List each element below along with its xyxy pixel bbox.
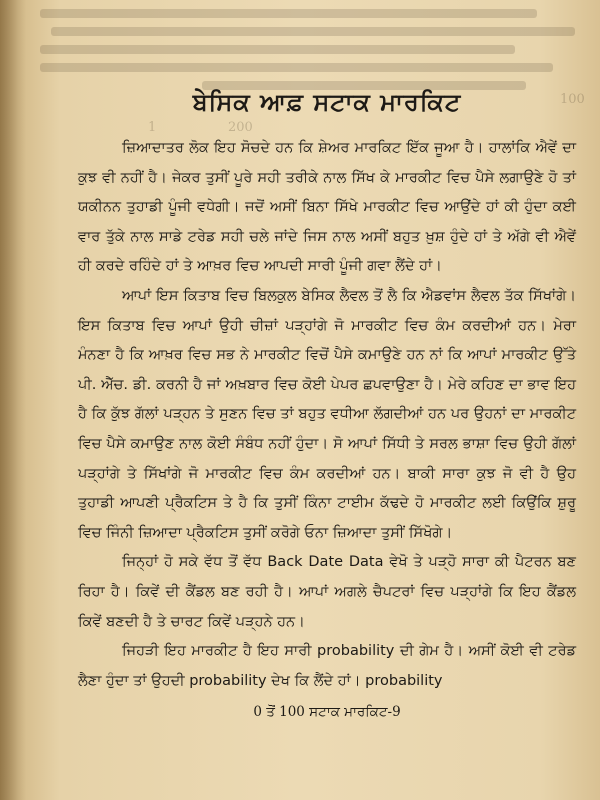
page-footer: 0 ਤੋਂ 100 ਸਟਾਕ ਮਾਰਕਿਟ-9 — [253, 704, 401, 721]
paragraph: ਜਿਨ੍ਹਾਂ ਹੋ ਸਕੇ ਵੱਧ ਤੋਂ ਵੱਧ Back Date Data ਵੇਖੋ ਤੇ ਪੜ੍ਹੋ ਸਾਰਾ ਕੀ ਪੈਟਰਨ ਬਣ ਰਿਹਾ ਹੈ। ਕਿਵੇਂ ਦੀ ਕੈਂਡਲ ਬਣ ਰਹੀ ਹੈ। ਆਪਾਂ ਅਗਲੇ ਚੈਪਟਰਾਂ ਵਿਚ ਪੜ੍ਹਾਂਗੇ ਕਿ ਇਹ ਕੈਂਡਲ ਕਿਵੇਂ ਬਣਦੀ ਹੈ ਤੇ ਚਾਰਟ ਕਿਵੇਂ ਪੜ੍ਹਨੇ ਹਨ। — [78, 554, 576, 630]
paragraph: ਆਪਾਂ ਇਸ ਕਿਤਾਬ ਵਿਚ ਬਿਲਕੁਲ ਬੇਸਿਕ ਲੈਵਲ ਤੋਂ ਲੈ ਕਿ ਐਡਵਾਂਸ ਲੈਵਲ ਤੱਕ ਸਿੱਖਾਂਗੇ। ਇਸ ਕਿਤਾਬ ਵਿਚ ਆਪਾਂ ਉਹੀ ਚੀਜ਼ਾਂ ਪੜ੍ਹਾਂਗੇ ਜੋ ਮਾਰਕੀਟ ਵਿਚ ਕੰਮ ਕਰਦੀਆਂ ਹਨ। ਮੇਰਾ ਮੰਨਣਾ ਹੈ ਕਿ ਆਖ਼ਰ ਵਿਚ ਸਭ ਨੇ ਮਾਰਕੀਟ ਵਿਚੋਂ ਪੈਸੇ ਕਮਾਉਣੇ ਹਨ ਨਾਂ ਕਿ ਆਪਾਂ ਮਾਰਕੀਟ ਉੱਤੇ ਪੀ. ਐੱਚ. ਡੀ. ਕਰਨੀ ਹੈ ਜਾਂ ਅਖ਼ਬਾਰ ਵਿਚ ਕੋਈ ਪੇਪਰ ਛਪਵਾਉਣਾ ਹੈ। ਮੇਰੇ ਕਹਿਣ ਦਾ ਭਾਵ ਇਹ ਹੈ ਕਿ ਕੁੱਝ ਗੱਲਾਂ ਪੜ੍ਹਨ ਤੇ ਸੁਣਨ ਵਿਚ ਤਾਂ ਬਹੁਤ ਵਧੀਆ ਲੱਗਦੀਆਂ ਹਨ ਪਰ ਉਹਨਾਂ ਦਾ ਮਾਰਕੀਟ ਵਿਚ ਪੈਸੇ ਕਮਾਉਣ ਨਾਲ ਕੋਈ ਸੰਬੰਧ ਨਹੀਂ ਹੁੰਦਾ। ਸੋ ਆਪਾਂ ਸਿੱਧੀ ਤੇ ਸਰਲ ਭਾਸ਼ਾ ਵਿਚ ਉਹੀ ਗੱਲਾਂ ਪੜ੍ਹਾਂਗੇ ਤੇ ਸਿੱਖਾਂਗੇ ਜੋ ਮਾਰਕੀਟ ਵਿਚ ਕੰਮ ਕਰਦੀਆਂ ਹਨ। ਬਾਕੀ ਸਾਰਾ ਕੁਝ ਜੋ ਵੀ ਹੈ ਉਹ ਤੁਹਾਡੀ ਆਪਣੀ ਪ੍ਰੈਕਟਿਸ ਤੇ ਹੈ ਕਿ ਤੁਸੀਂ ਕਿੰਨਾ ਟਾਈਮ ਕੱਢਦੇ ਹੋ ਮਾਰਕੀਟ ਲਈ ਕਿਉਂਕਿ ਸ਼ੁਰੂ ਵਿਚ ਜਿੰਨੀ ਜ਼ਿਆਦਾ ਪ੍ਰੈਕਟਿਸ ਤੁਸੀਂ ਕਰੋਗੇ ਓਨਾ ਜ਼ਿਆਦਾ ਤੁਸੀਂ ਸਿੱਖੋਗੇ। — [78, 287, 576, 541]
bleed-through-number: 100 — [560, 92, 585, 107]
book-gutter-shadow — [0, 0, 26, 800]
bleed-through-number: 200 — [228, 120, 253, 135]
page-title: ਬੇਸਿਕ ਆਫ਼ ਸਟਾਕ ਮਾਰਕਿਟ — [192, 88, 462, 116]
paragraph: ਜਿਹੜੀ ਇਹ ਮਾਰਕੀਟ ਹੈ ਇਹ ਸਾਰੀ probability ਦੀ ਗੇਮ ਹੈ। ਅਸੀਂ ਕੋਈ ਵੀ ਟਰੇਡ ਲੈਣਾ ਹੁੰਦਾ ਤਾਂ ਉਹਦੀ probability ਦੇਖ ਕਿ ਲੈਂਦੇ ਹਾਂ। probability — [78, 643, 576, 689]
book-page — [78, 88, 576, 720]
paragraph: ਜ਼ਿਆਦਾਤਰ ਲੋਕ ਇਹ ਸੋਚਦੇ ਹਨ ਕਿ ਸ਼ੇਅਰ ਮਾਰਕਿਟ ਇੱਕ ਜੂਆ ਹੈ। ਹਾਲਾਂਕਿ ਐਵੇਂ ਦਾ ਕੁਝ ਵੀ ਨਹੀਂ ਹੈ। ਜੇਕਰ ਤੁਸੀਂ ਪੂਰੇ ਸਹੀ ਤਰੀਕੇ ਨਾਲ ਸਿੱਖ ਕੇ ਮਾਰਕੀਟ ਵਿਚ ਪੈਸੇ ਲਗਾਉਣੇ ਹੋ ਤਾਂ ਯਕੀਨਨ ਤੁਹਾਡੀ ਪੂੰਜੀ ਵਧੇਗੀ। ਜਦੋਂ ਅਸੀਂ ਬਿਨਾ ਸਿੱਖੇ ਮਾਰਕੀਟ ਵਿਚ ਆਉਂਦੇ ਹਾਂ ਕੀ ਹੁੰਦਾ ਕਈ ਵਾਰ ਤੁੱਕੇ ਨਾਲ ਸਾਡੇ ਟਰੇਡ ਸਹੀ ਚਲੇ ਜਾਂਦੇ ਜਿਸ ਨਾਲ ਅਸੀਂ ਬਹੁਤ ਖ਼ੁਸ਼ ਹੁੰਦੇ ਹਾਂ ਤੇ ਅੱਗੇ ਵੀ ਐਵੇਂ ਹੀ ਕਰਦੇ ਰਹਿੰਦੇ ਹਾਂ ਤੇ ਆਖ਼ਰ ਵਿਚ ਆਪਦੀ ਸਾਰੀ ਪੂੰਜੀ ਗਵਾ ਲੈਂਦੇ ਹਾਂ। — [78, 140, 576, 275]
bleed-through-number: 1 — [148, 120, 157, 135]
